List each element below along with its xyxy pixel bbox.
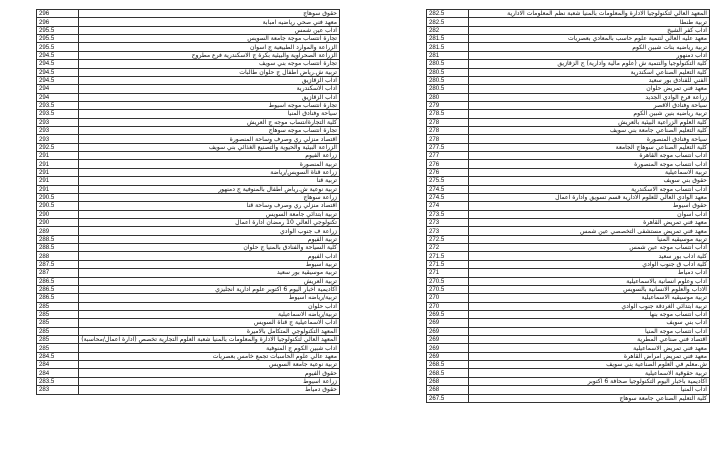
table-row (37, 51, 340, 59)
faculty-name-cell: سياحة وفنادق المنصورة (469, 135, 710, 143)
faculty-name-cell: معهد فني تمريض امراض القاهرة (469, 352, 710, 360)
faculty-name-cell: اكاديمية اخبار اليوم 6 اكتوبر علوم ادارية انجليزي (79, 285, 340, 293)
score-cell: 293.5 (37, 101, 79, 109)
score-cell: 274 (427, 202, 469, 210)
faculty-name-cell: اداب عين شمس (79, 26, 340, 34)
faculty-name-cell: سياحة وفنادق الاقصر (469, 101, 710, 109)
faculty-name-cell: الزراعة الصحراوية والبيئية بكرة ج الاسكندرية فرع مطروح (79, 51, 340, 59)
score-cell: 286.5 (37, 285, 79, 293)
faculty-name-cell: كلية التعليم الصناعي جامعة بني سويف (469, 127, 710, 135)
table-row (37, 310, 340, 318)
table-row (37, 118, 340, 126)
faculty-name-cell: كلية التكنولوجيا والتنمية ش (علوم مالية وادارية) ج الزقازيق (469, 60, 710, 68)
right-table-body (427, 10, 710, 403)
table-row (37, 227, 340, 235)
score-cell: 283 (37, 386, 79, 394)
faculty-name-cell: كلية اداب بور سعيد (469, 252, 710, 260)
score-cell: 282 (427, 26, 469, 34)
score-cell: 292.5 (37, 143, 79, 151)
faculty-name-cell: زراعة قناة السويس/رياضة (79, 168, 340, 176)
table-row (427, 294, 710, 302)
table-row (427, 26, 710, 34)
table-row (427, 344, 710, 352)
table-row (427, 51, 710, 59)
table-row (427, 68, 710, 76)
faculty-name-cell: اداب انتساب موجه المنيا (469, 327, 710, 335)
left-score-table (36, 9, 340, 395)
score-cell: 290 (37, 218, 79, 226)
faculty-name-cell: سياحة وفنادق المنيا (79, 110, 340, 118)
score-cell: 280.5 (427, 60, 469, 68)
faculty-name-cell: اقتصاد فني صناعي المطرية (469, 336, 710, 344)
table-row (37, 377, 340, 385)
score-cell: 276 (427, 168, 469, 176)
faculty-name-cell: حقوق سوهاج (79, 10, 340, 18)
table-row (427, 168, 710, 176)
score-cell: 278.5 (427, 110, 469, 118)
table-row (37, 143, 340, 151)
faculty-name-cell: معهد فني تمريض القاهرة (469, 218, 710, 226)
table-row (427, 85, 710, 93)
faculty-name-cell: تربية موسيقيه المنيا (469, 235, 710, 243)
table-row (37, 210, 340, 218)
score-cell: 268.5 (427, 361, 469, 369)
table-row (427, 35, 710, 43)
table-row (37, 135, 340, 143)
score-cell: 278 (427, 118, 469, 126)
faculty-name-cell: حقوق بني سويف (469, 177, 710, 185)
table-row (37, 152, 340, 160)
faculty-name-cell: معهد الوادي العالي للعلوم الادارية قسم تسويق وادارة اعمال (469, 193, 710, 201)
score-cell: 277 (427, 152, 469, 160)
faculty-name-cell: تربية ش.رياض اطفال ج حلوان طالبات (79, 68, 340, 76)
table-row (37, 302, 340, 310)
table-row (427, 218, 710, 226)
table-row (427, 319, 710, 327)
score-cell: 271.5 (427, 260, 469, 268)
faculty-name-cell: المعهد العالي لتكنولوجيا الادارة والمعلومات بالمنيا شعبة العلوم التجارية تخصص (ادارة اعمال/محاسبة) (79, 336, 340, 344)
score-cell: 284 (37, 361, 79, 369)
score-cell: 280.5 (427, 85, 469, 93)
score-cell: 274.5 (427, 193, 469, 201)
faculty-name-cell: معهد فني تمريض مستشفى التخصصي عين شمس (469, 227, 710, 235)
faculty-name-cell: تربية الفيوم (79, 235, 340, 243)
score-cell: 285 (37, 319, 79, 327)
table-row (37, 193, 340, 201)
left-table-body (37, 10, 340, 395)
score-cell: 281 (427, 51, 469, 59)
table-row (427, 10, 710, 18)
faculty-name-cell: كلية اداب ق جنوب الوادي (469, 260, 710, 268)
score-cell: 294.5 (37, 68, 79, 76)
score-cell: 290.5 (37, 202, 79, 210)
score-cell: 288 (37, 252, 79, 260)
faculty-name-cell: اداب الزقازيق (79, 93, 340, 101)
score-cell: 270.5 (427, 277, 469, 285)
table-row (427, 336, 710, 344)
table-row (427, 386, 710, 394)
score-cell: 290.5 (37, 193, 79, 201)
score-cell: 270.5 (427, 285, 469, 293)
table-row (427, 394, 710, 402)
table-row (37, 185, 340, 193)
score-cell: 271.5 (427, 252, 469, 260)
table-row (427, 285, 710, 293)
faculty-name-cell: زراعة فرع الوادي الجديد (469, 93, 710, 101)
faculty-name-cell: اداب انتساب موجه عين شمس (469, 244, 710, 252)
score-cell: 291 (37, 152, 79, 160)
score-cell: 291 (37, 160, 79, 168)
table-row (427, 43, 710, 51)
table-row (427, 101, 710, 109)
faculty-name-cell: تربية نوعية ش.رياض اطفال بالمنوفية ج دمنهور (79, 185, 340, 193)
faculty-name-cell: اقتصاد منزلي ري وصرف وساحة المنصورة (79, 135, 340, 143)
score-cell: 273.5 (427, 210, 469, 218)
table-row (37, 35, 340, 43)
table-row (427, 152, 710, 160)
table-row (37, 260, 340, 268)
faculty-name-cell: تربية ابتدائي جامعة السويس (79, 210, 340, 218)
score-cell: 272.5 (427, 235, 469, 243)
table-row (37, 18, 340, 26)
table-row (37, 235, 340, 243)
faculty-name-cell: المعهد التكنولوجي المتكامل بالاميرة (79, 327, 340, 335)
score-cell: 285 (37, 344, 79, 352)
table-row (37, 93, 340, 101)
table-row (427, 143, 710, 151)
faculty-name-cell: اداب دمنهور (469, 51, 710, 59)
score-cell: 295.5 (37, 43, 79, 51)
table-row (37, 60, 340, 68)
table-row (427, 127, 710, 135)
score-cell: 291 (37, 168, 79, 176)
table-row (37, 10, 340, 18)
table-row (37, 252, 340, 260)
faculty-name-cell: كلية السياحة والفنادق بالمنيا ج حلوان (79, 244, 340, 252)
score-cell: 269 (427, 336, 469, 344)
faculty-name-cell: تجارة انتساب موجه سوهاج (79, 127, 340, 135)
score-cell: 296 (37, 10, 79, 18)
faculty-name-cell: اداب اسوان (469, 210, 710, 218)
score-cell: 286.5 (37, 277, 79, 285)
score-cell: 291 (37, 177, 79, 185)
score-cell: 268 (427, 386, 469, 394)
faculty-name-cell: تربية قنا (79, 177, 340, 185)
table-row (427, 361, 710, 369)
faculty-name-cell: كلية التجارةانتساب موجه ج العريش (79, 118, 340, 126)
faculty-name-cell: زراعة سوهاج (79, 193, 340, 201)
score-cell: 287 (37, 269, 79, 277)
score-cell: 268 (427, 377, 469, 385)
score-cell: 288.5 (37, 244, 79, 252)
faculty-name-cell: اداب انتساب موجه القاهرة (469, 152, 710, 160)
score-cell: 290 (37, 210, 79, 218)
faculty-name-cell: تربية طنطا (469, 18, 710, 26)
table-row (37, 344, 340, 352)
table-row (427, 260, 710, 268)
score-cell: 293 (37, 118, 79, 126)
faculty-name-cell: تربية/رياضه الاسماعيلية (79, 310, 340, 318)
table-row (37, 327, 340, 335)
faculty-name-cell: الزراعة والموارد الطبيعية ج اسوان (79, 43, 340, 51)
faculty-name-cell: معهد فني صحي رياضيه امبابة (79, 18, 340, 26)
table-row (37, 277, 340, 285)
faculty-name-cell: اداب حلوان (79, 302, 340, 310)
table-row (37, 26, 340, 34)
faculty-name-cell: كلية التعليم الصناعي جامعة سوهاج (469, 394, 710, 402)
score-cell: 289 (37, 227, 79, 235)
score-cell: 293 (37, 127, 79, 135)
table-row (37, 244, 340, 252)
score-cell: 281.5 (427, 43, 469, 51)
table-row (427, 352, 710, 360)
score-cell: 282.5 (427, 18, 469, 26)
score-cell: 282.5 (427, 10, 469, 18)
score-cell: 280 (427, 93, 469, 101)
table-row (427, 310, 710, 318)
faculty-name-cell: اداب انتساب موجه الاسكندرية (469, 185, 710, 193)
faculty-name-cell: اداب دمياط (469, 269, 710, 277)
table-row (427, 193, 710, 201)
score-cell: 277.5 (427, 143, 469, 151)
table-row (427, 93, 710, 101)
faculty-name-cell: معهد فني تمريض الاسماعيلية (469, 344, 710, 352)
faculty-name-cell: تربية موسيقية بور سعيد (79, 269, 340, 277)
faculty-name-cell: تربية رياضيه بنين شبين الكوم (469, 110, 710, 118)
table-row (427, 327, 710, 335)
table-row (37, 294, 340, 302)
score-cell: 285 (37, 327, 79, 335)
table-row (427, 185, 710, 193)
score-cell: 291 (37, 185, 79, 193)
faculty-name-cell: كلية التعليم الصناعي اسكندرية (469, 68, 710, 76)
faculty-name-cell: اداب الاسكندرية (79, 85, 340, 93)
table-row (427, 269, 710, 277)
faculty-name-cell: اداب الاسماعيلية ج قناة السويس (79, 319, 340, 327)
score-cell: 274.5 (427, 185, 469, 193)
score-cell: 278 (427, 135, 469, 143)
score-cell: 278 (427, 127, 469, 135)
table-row (37, 269, 340, 277)
faculty-name-cell: حقوق دمياط (79, 386, 340, 394)
faculty-name-cell: تربية رياضيه بنات شبين الكوم (469, 43, 710, 51)
table-row (37, 127, 340, 135)
score-cell: 280.5 (427, 68, 469, 76)
score-cell: 285 (37, 336, 79, 344)
score-cell: 293.5 (37, 110, 79, 118)
table-row (427, 18, 710, 26)
table-row (427, 227, 710, 235)
faculty-name-cell: تجارة انتساب موجه بني سويف (79, 60, 340, 68)
score-cell: 270 (427, 294, 469, 302)
faculty-name-cell: ش.معلم في العلوم الصناعية بني سويف (469, 361, 710, 369)
faculty-name-cell: تجارة انتساب موجه اسيوط (79, 101, 340, 109)
score-cell: 269 (427, 352, 469, 360)
score-cell: 284 (37, 369, 79, 377)
faculty-name-cell: اداب بني سويف (469, 319, 710, 327)
faculty-name-cell: اداب الفيوم (79, 252, 340, 260)
score-cell: 270 (427, 302, 469, 310)
faculty-name-cell: تربية المنصورة (79, 160, 340, 168)
score-cell: 285 (37, 310, 79, 318)
faculty-name-cell: الفني للفنادق بور سعيد (469, 76, 710, 84)
faculty-name-cell: تربية موسيقيه الاسماعيلية (469, 294, 710, 302)
faculty-name-cell: اداب كفر الشيخ (469, 26, 710, 34)
faculty-name-cell: زراعة اسيوط (79, 377, 340, 385)
faculty-name-cell: اداب انتساب موجه المنصورة (469, 160, 710, 168)
score-cell: 279 (427, 101, 469, 109)
table-row (37, 202, 340, 210)
score-cell: 269.5 (427, 310, 469, 318)
faculty-name-cell: تربية اسيوط (79, 260, 340, 268)
table-row (427, 60, 710, 68)
score-cell: 273 (427, 218, 469, 226)
score-cell: 268.5 (427, 369, 469, 377)
faculty-name-cell: تربية ابتدائي الغردقة جنوب الوادي (469, 302, 710, 310)
faculty-name-cell: تربية نوعية جامعة السويس (79, 361, 340, 369)
faculty-name-cell: كلية العلوم الزراعية البيئية بالعريش (469, 118, 710, 126)
table-row (427, 210, 710, 218)
faculty-name-cell: حقوق الفيوم (79, 369, 340, 377)
faculty-name-cell: اداب وعلوم انسانية بالاسماعيلية (469, 277, 710, 285)
score-cell: 272 (427, 244, 469, 252)
table-row (427, 76, 710, 84)
table-row (37, 43, 340, 51)
table-row (427, 202, 710, 210)
table-row (427, 302, 710, 310)
score-cell: 294.5 (37, 51, 79, 59)
table-row (427, 135, 710, 143)
faculty-name-cell: المعهد العالي لتكنولوجيا الادارة والمعلومات بالمنيا شعبة نظم المعلومات الادارية (469, 10, 710, 18)
faculty-name-cell: اداب شبين الكوم ج المنوفية (79, 344, 340, 352)
faculty-name-cell: كلية التعليم الصناعي سوهاج الجامعة (469, 143, 710, 151)
right-score-table (426, 9, 710, 403)
table-row (427, 235, 710, 243)
table-row (37, 85, 340, 93)
faculty-name-cell: اداب المنيا (469, 386, 710, 394)
table-row (427, 377, 710, 385)
faculty-name-cell: زراعة الفيوم (79, 152, 340, 160)
table-row (37, 110, 340, 118)
score-cell: 267.5 (427, 394, 469, 402)
table-row (37, 285, 340, 293)
faculty-name-cell: تجارة انتساب موجة جامعة السويس (79, 35, 340, 43)
table-row (37, 218, 340, 226)
table-row (37, 386, 340, 394)
score-cell: 275.5 (427, 177, 469, 185)
faculty-name-cell: تربية/رياضه اسيوط (79, 294, 340, 302)
score-cell: 284.5 (37, 352, 79, 360)
table-row (37, 369, 340, 377)
faculty-name-cell: اداب الزقازيق (79, 76, 340, 84)
faculty-name-cell: اداب انتساب موجه بنها (469, 310, 710, 318)
faculty-name-cell: تربية حقوقية الاسماعيلية (469, 369, 710, 377)
table-row (427, 244, 710, 252)
faculty-name-cell: تربية العريش (79, 277, 340, 285)
score-cell: 288.5 (37, 235, 79, 243)
score-cell: 271 (427, 269, 469, 277)
faculty-name-cell: اقتصاد منزلي ري وصرف وساحة قنا (79, 202, 340, 210)
table-row (37, 352, 340, 360)
faculty-name-cell: معهد فني تمريض حلوان (469, 85, 710, 93)
table-row (37, 76, 340, 84)
table-row (427, 118, 710, 126)
score-cell: 295.5 (37, 35, 79, 43)
table-row (427, 252, 710, 260)
score-cell: 287.5 (37, 260, 79, 268)
score-cell: 293 (37, 135, 79, 143)
score-cell: 269 (427, 327, 469, 335)
score-cell: 269 (427, 319, 469, 327)
table-row (427, 277, 710, 285)
faculty-name-cell: حقوق اسيوط (469, 202, 710, 210)
table-row (37, 319, 340, 327)
score-cell: 294 (37, 85, 79, 93)
faculty-name-cell: اكاديمية باخبار اليوم التكنولوجيا صحافة 6 اكتوبر (469, 377, 710, 385)
faculty-name-cell: الزراعة البيئية والحيوية والتصنيع الغذائي بني سويف (79, 143, 340, 151)
table-row (427, 110, 710, 118)
score-cell: 283.5 (37, 377, 79, 385)
table-row (37, 177, 340, 185)
score-cell: 294.5 (37, 60, 79, 68)
table-row (37, 68, 340, 76)
table-row (37, 101, 340, 109)
score-cell: 281.5 (427, 35, 469, 43)
table-row (427, 160, 710, 168)
score-cell: 294 (37, 93, 79, 101)
score-cell: 294.5 (37, 76, 79, 84)
score-cell: 286.5 (37, 294, 79, 302)
faculty-name-cell: زراعة ف جنوب الوادي (79, 227, 340, 235)
table-row (37, 361, 340, 369)
score-cell: 295.5 (37, 26, 79, 34)
table-row (37, 160, 340, 168)
faculty-name-cell: الاداب والعلوم الانسانية بالسويس (469, 285, 710, 293)
faculty-name-cell: تكنولوجي العالي 10 رمضان ادارة اعمال (79, 218, 340, 226)
faculty-name-cell: تربية الاسماعيلية (469, 168, 710, 176)
table-row (427, 369, 710, 377)
score-cell: 276 (427, 160, 469, 168)
table-row (427, 177, 710, 185)
faculty-name-cell: معهد عليه العالي لتنمية علوم حاسب بالمعادي بعصريات (469, 35, 710, 43)
score-cell: 269 (427, 344, 469, 352)
score-cell: 285 (37, 302, 79, 310)
score-cell: 280.5 (427, 76, 469, 84)
table-row (37, 168, 340, 176)
score-cell: 296 (37, 18, 79, 26)
faculty-name-cell: معهد عالي علوم الحاسبات تجمع خامس بعصريات (79, 352, 340, 360)
table-row (37, 336, 340, 344)
score-cell: 273 (427, 227, 469, 235)
